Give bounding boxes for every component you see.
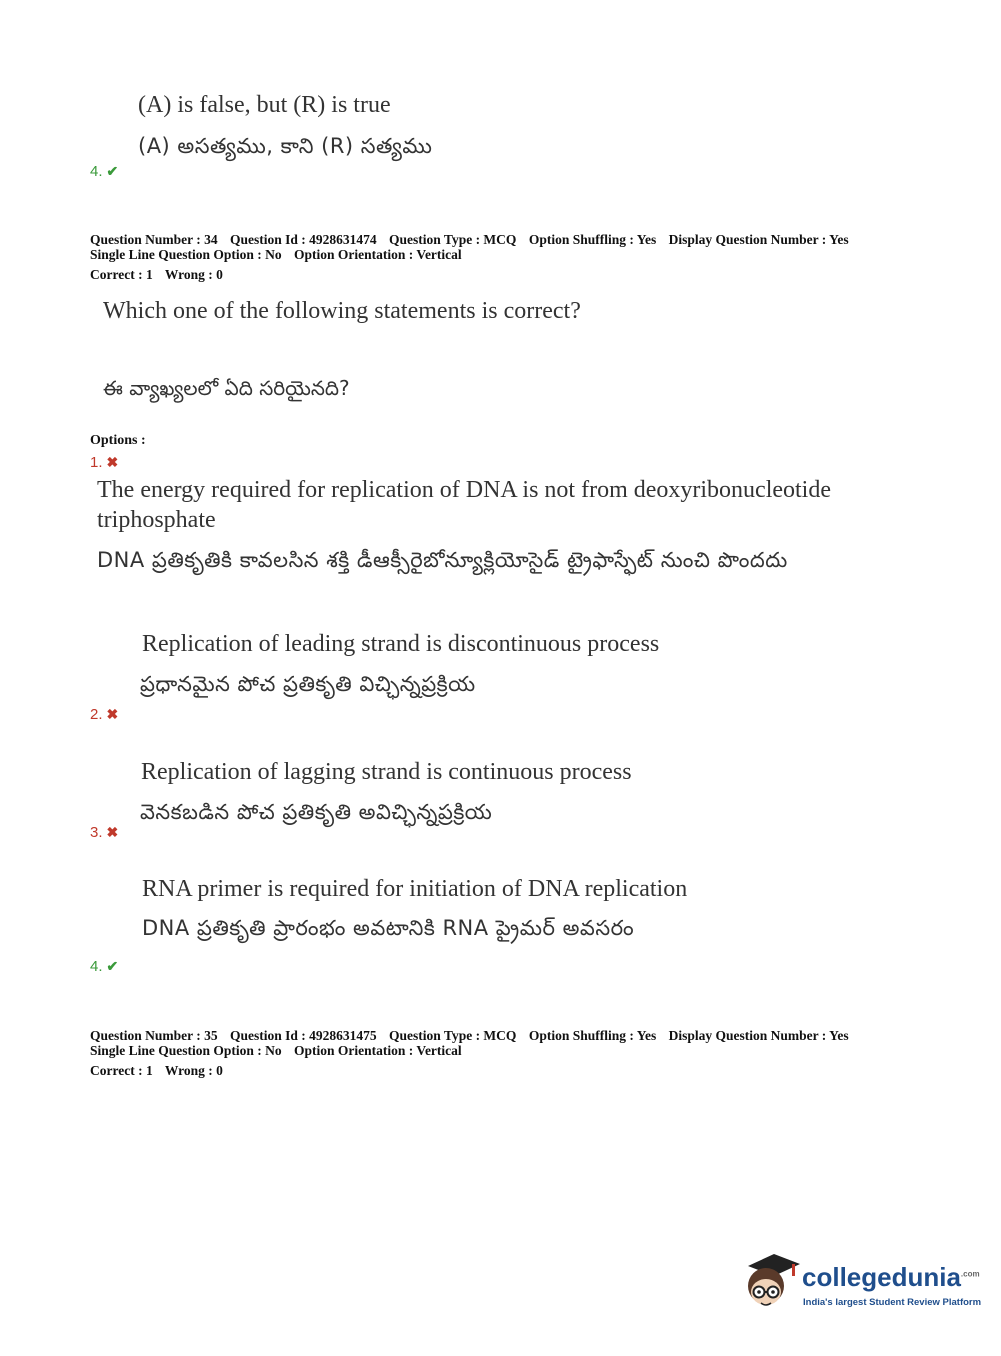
option-2-telugu: ప్రధానమైన పోచ ప్రతికృతి విచ్ఛిన్నప్రక్రియ — [140, 672, 476, 696]
question-type: Question Type : MCQ — [389, 232, 517, 247]
display-question-number: Display Question Number : Yes — [668, 232, 849, 247]
q35-meta-line3 — [90, 1063, 858, 1078]
logo-name: collegedunia — [802, 1262, 961, 1292]
prev-option-4-number — [90, 163, 118, 180]
option-3-english: Replication of lagging strand is continuous process — [141, 759, 632, 785]
option-1-english-line1: The energy required for replication of DNA is not from deoxyribonucleotide — [97, 477, 832, 503]
q34-meta — [90, 232, 858, 282]
option-1-telugu: DNA ప్రతికృతికి కావలసిన శక్తి డీఆక్సీరైబోన్యూక్లియోసైడ్ ట్రైఫాస్ఫేట్ నుంచి పొందదు — [97, 548, 788, 572]
display-question-number: Display Question Number : Yes — [668, 1028, 849, 1043]
option-number: 1. — [90, 454, 103, 471]
option-1-number — [90, 454, 118, 471]
option-orientation: Option Orientation : Vertical — [294, 1043, 462, 1058]
option-2-english: Replication of leading strand is discontinuous process — [142, 631, 660, 657]
option-shuffling: Option Shuffling : Yes — [528, 232, 657, 247]
single-line-option: Single Line Question Option : No — [90, 247, 282, 262]
logo-tagline: India's largest Student Review Platform — [803, 1297, 982, 1308]
question-id: Question Id : 4928631475 — [230, 1028, 377, 1043]
option-4-number — [90, 958, 118, 975]
correct-marks: Correct : 1 — [90, 267, 153, 282]
option-number: 4. — [90, 163, 103, 180]
question-type: Question Type : MCQ — [389, 1028, 517, 1043]
option-2-number — [90, 706, 118, 723]
q34-meta-line2 — [90, 247, 858, 262]
check-icon: ✔ — [106, 163, 119, 179]
option-4-telugu: DNA ప్రతికృతి ప్రారంభం అవటానికి RNA ప్రైమర్ అవసరం — [142, 916, 635, 940]
wrong-marks: Wrong : 0 — [164, 1063, 223, 1078]
option-number: 4. — [90, 958, 103, 975]
q35-meta — [90, 1028, 858, 1078]
question-id: Question Id : 4928631474 — [230, 232, 377, 247]
q35-meta-line1 — [90, 1028, 858, 1043]
cross-icon: ✖ — [106, 706, 119, 722]
option-number: 2. — [90, 706, 103, 723]
collegedunia-logo — [742, 1250, 982, 1320]
cross-icon: ✖ — [106, 824, 119, 840]
logo-wordmark — [802, 1262, 980, 1293]
prev-option-4-telugu: (A) అసత్యము, కాని (R) సత్యము — [138, 134, 433, 158]
option-4-english: RNA primer is required for initiation of DNA replication — [142, 876, 688, 902]
option-shuffling: Option Shuffling : Yes — [528, 1028, 657, 1043]
q35-meta-line2 — [90, 1043, 858, 1058]
prev-option-4-english: (A) is false, but (R) is true — [138, 92, 391, 118]
q34-meta-line3 — [90, 267, 858, 282]
q34-question-telugu: ఈ వ్యాఖ్యలలో ఏది సరియైనది? — [103, 376, 350, 400]
option-number: 3. — [90, 824, 103, 841]
option-1-english-line2: triphosphate — [97, 507, 216, 533]
option-3-number — [90, 824, 118, 841]
cross-icon: ✖ — [106, 454, 119, 470]
q34-question-english: Which one of the following statements is correct? — [103, 298, 581, 324]
question-number: Question Number : 35 — [90, 1028, 218, 1043]
options-label: Options : — [90, 433, 146, 448]
check-icon: ✔ — [106, 958, 119, 974]
mascot-icon — [742, 1250, 800, 1312]
question-number: Question Number : 34 — [90, 232, 218, 247]
correct-marks: Correct : 1 — [90, 1063, 153, 1078]
logo-suffix: .com — [960, 1269, 980, 1279]
option-3-telugu: వెనకబడిన పోచ ప్రతికృతి అవిచ్ఛిన్నప్రక్రియ — [140, 800, 493, 824]
q34-meta-line1 — [90, 232, 858, 247]
wrong-marks: Wrong : 0 — [164, 267, 223, 282]
single-line-option: Single Line Question Option : No — [90, 1043, 282, 1058]
option-orientation: Option Orientation : Vertical — [294, 247, 462, 262]
